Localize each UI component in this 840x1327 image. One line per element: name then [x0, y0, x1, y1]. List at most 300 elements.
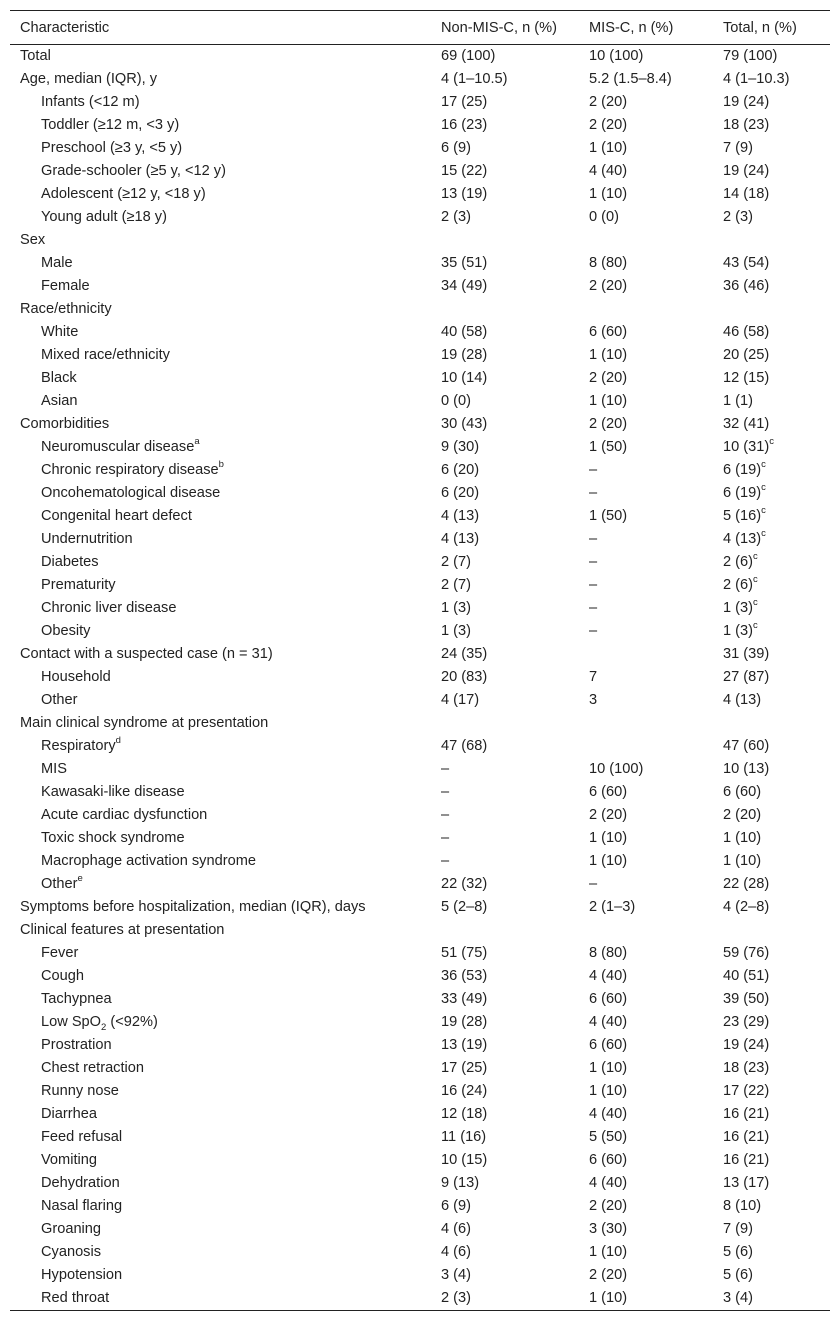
- cell-mis: [579, 988, 713, 1011]
- cell-value: 32 (41): [723, 416, 770, 432]
- cell-value: 6 (60): [589, 991, 628, 1007]
- row-label: [10, 804, 431, 827]
- row-label-text: Grade-schooler (≥5 y, <12 y): [41, 163, 226, 179]
- footnote-marker: c: [761, 459, 766, 471]
- cell-value: 8 (80): [589, 255, 628, 271]
- cell-value: 6 (9): [441, 1198, 472, 1214]
- cell-total: [713, 666, 830, 689]
- table-row: [10, 367, 830, 390]
- cell-nonmis: [431, 1195, 579, 1218]
- cell-value: 6 (60): [589, 784, 628, 800]
- cell-value: 17 (22): [723, 1083, 770, 1099]
- row-label-text: Male: [41, 255, 73, 271]
- cell-value: –: [589, 485, 598, 501]
- cell-total: [713, 252, 830, 275]
- row-label-text: Infants (<12 m): [41, 94, 140, 110]
- cell-value: 1 (10): [589, 140, 628, 156]
- row-label-text: White: [41, 324, 79, 340]
- cell-value: 1 (3): [723, 600, 754, 616]
- cell-value: 4 (13): [723, 531, 762, 547]
- table-row: [10, 666, 830, 689]
- cell-total: [713, 1195, 830, 1218]
- cell-value: 27 (87): [723, 669, 770, 685]
- cell-value: 16 (21): [723, 1106, 770, 1122]
- cell-value: 40 (51): [723, 968, 770, 984]
- cell-value: 2 (1–3): [589, 899, 636, 915]
- cell-value: 3 (4): [723, 1290, 754, 1306]
- cell-value: 1 (10): [589, 1244, 628, 1260]
- cell-nonmis: [431, 1287, 579, 1311]
- cell-mis: [579, 574, 713, 597]
- cell-nonmis: [431, 505, 579, 528]
- cell-nonmis: [431, 137, 579, 160]
- cell-value: 1 (10): [589, 1060, 628, 1076]
- cell-mis: [579, 528, 713, 551]
- row-label: [10, 988, 431, 1011]
- row-label: [10, 781, 431, 804]
- table-body: [10, 45, 830, 1311]
- cell-mis: [579, 942, 713, 965]
- cell-total: [713, 114, 830, 137]
- row-label-text: Chronic liver disease: [41, 600, 177, 616]
- cell-mis: [579, 873, 713, 896]
- cell-value: 69 (100): [441, 48, 496, 64]
- cell-value: 13 (17): [723, 1175, 770, 1191]
- cell-value: 2 (3): [441, 1290, 472, 1306]
- cell-value: 18 (23): [723, 117, 770, 133]
- cell-mis: [579, 160, 713, 183]
- footnote-marker: c: [769, 436, 774, 448]
- footnote-marker: c: [761, 528, 766, 540]
- cell-total: [713, 758, 830, 781]
- cell-nonmis: [431, 275, 579, 298]
- cell-nonmis: [431, 988, 579, 1011]
- cell-mis: [579, 965, 713, 988]
- cell-mis: [579, 1034, 713, 1057]
- row-label: [10, 827, 431, 850]
- row-label: [10, 666, 431, 689]
- table-row: [10, 528, 830, 551]
- cell-value: 2 (7): [441, 554, 472, 570]
- row-label: [10, 1103, 431, 1126]
- footnote-marker: a: [194, 436, 200, 448]
- table-row: [10, 298, 830, 321]
- cell-total: [713, 390, 830, 413]
- row-label: [10, 528, 431, 551]
- cell-mis: [579, 206, 713, 229]
- cell-total: [713, 1034, 830, 1057]
- cell-value: 40 (58): [441, 324, 488, 340]
- cell-mis: [579, 735, 713, 758]
- cell-value: 6 (60): [723, 784, 762, 800]
- row-label-text: Chest retraction: [41, 1060, 145, 1076]
- table-row: [10, 689, 830, 712]
- cell-value: 5 (16): [723, 508, 762, 524]
- cell-value: 1 (1): [723, 393, 754, 409]
- cell-value: –: [589, 577, 598, 593]
- row-label: [10, 965, 431, 988]
- table-row: [10, 1011, 830, 1034]
- row-label-text: Black: [41, 370, 77, 386]
- cell-value: 51 (75): [441, 945, 488, 961]
- cell-total: [713, 1218, 830, 1241]
- cell-value: 4 (6): [441, 1221, 472, 1237]
- cell-total: [713, 1241, 830, 1264]
- cell-mis: [579, 45, 713, 69]
- row-label: [10, 183, 431, 206]
- cell-total: [713, 712, 830, 735]
- cell-value: 16 (21): [723, 1129, 770, 1145]
- cell-value: 2 (20): [589, 278, 628, 294]
- cell-value: 19 (28): [441, 1014, 488, 1030]
- cell-total: [713, 1264, 830, 1287]
- row-label-text: Undernutrition: [41, 531, 133, 547]
- table-row: [10, 827, 830, 850]
- cell-nonmis: [431, 436, 579, 459]
- row-label: [10, 1195, 431, 1218]
- row-label-text: Clinical features at presentation: [20, 922, 225, 938]
- cell-value: 19 (28): [441, 347, 488, 363]
- cell-value: 10 (31): [723, 439, 770, 455]
- row-label-text: Asian: [41, 393, 78, 409]
- footnote-marker: d: [115, 735, 121, 747]
- cell-mis: [579, 68, 713, 91]
- cell-mis: [579, 482, 713, 505]
- cell-value: –: [441, 830, 450, 846]
- row-label: [10, 551, 431, 574]
- cell-nonmis: [431, 597, 579, 620]
- row-label-text: MIS: [41, 761, 67, 777]
- row-label: [10, 459, 431, 482]
- cell-total: [713, 643, 830, 666]
- cell-total: [713, 1057, 830, 1080]
- cell-value: 19 (24): [723, 94, 770, 110]
- cell-value: 16 (21): [723, 1152, 770, 1168]
- table-row: [10, 137, 830, 160]
- cell-value: 10 (100): [589, 48, 644, 64]
- cell-value: 13 (19): [441, 1037, 488, 1053]
- cell-value: 2 (20): [589, 94, 628, 110]
- cell-total: [713, 206, 830, 229]
- row-label: [10, 1034, 431, 1057]
- cell-value: 47 (68): [441, 738, 488, 754]
- cell-nonmis: [431, 735, 579, 758]
- row-label-text: Mixed race/ethnicity: [41, 347, 170, 363]
- cell-value: 6 (20): [441, 462, 480, 478]
- cell-mis: [579, 919, 713, 942]
- cell-nonmis: [431, 367, 579, 390]
- cell-value: –: [441, 784, 450, 800]
- cell-value: 5.2 (1.5–8.4): [589, 71, 672, 87]
- row-label: [10, 758, 431, 781]
- cell-nonmis: [431, 1103, 579, 1126]
- footnote-marker: c: [753, 574, 758, 586]
- cell-total: [713, 367, 830, 390]
- footnote-marker: c: [761, 505, 766, 517]
- cell-mis: [579, 551, 713, 574]
- row-label-text: Cough: [41, 968, 85, 984]
- cell-value: 16 (24): [441, 1083, 488, 1099]
- cell-value: 4 (40): [589, 1175, 628, 1191]
- cell-mis: [579, 436, 713, 459]
- row-label-text: Fever: [41, 945, 79, 961]
- table-row: [10, 781, 830, 804]
- table-row: [10, 1195, 830, 1218]
- cell-total: [713, 689, 830, 712]
- cell-value: 0 (0): [589, 209, 620, 225]
- cell-nonmis: [431, 1011, 579, 1034]
- table-row: [10, 712, 830, 735]
- table-row: [10, 965, 830, 988]
- cell-total: [713, 942, 830, 965]
- cell-nonmis: [431, 781, 579, 804]
- row-label-suffix: (<92%): [106, 1014, 158, 1030]
- cell-value: 79 (100): [723, 48, 778, 64]
- characteristics-table: [10, 10, 830, 1311]
- cell-mis: [579, 620, 713, 643]
- cell-total: [713, 551, 830, 574]
- cell-value: 43 (54): [723, 255, 770, 271]
- table-row: [10, 919, 830, 942]
- cell-total: [713, 850, 830, 873]
- cell-nonmis: [431, 321, 579, 344]
- cell-value: 6 (60): [589, 1037, 628, 1053]
- row-label: [10, 436, 431, 459]
- row-label-text: Adolescent (≥12 y, <18 y): [41, 186, 206, 202]
- cell-value: 46 (58): [723, 324, 770, 340]
- cell-value: –: [441, 761, 450, 777]
- cell-value: –: [589, 554, 598, 570]
- cell-value: 2 (3): [441, 209, 472, 225]
- row-label-text: Household: [41, 669, 111, 685]
- cell-mis: [579, 390, 713, 413]
- cell-total: [713, 804, 830, 827]
- table-row: [10, 206, 830, 229]
- cell-total: [713, 896, 830, 919]
- row-label: [10, 942, 431, 965]
- cell-mis: [579, 1172, 713, 1195]
- cell-value: 2 (20): [723, 807, 762, 823]
- cell-mis: [579, 781, 713, 804]
- cell-value: –: [441, 853, 450, 869]
- cell-value: 2 (7): [441, 577, 472, 593]
- row-label-text: Respiratory: [41, 738, 116, 754]
- row-label: [10, 390, 431, 413]
- cell-value: 3 (4): [441, 1267, 472, 1283]
- row-label-text: Preschool (≥3 y, <5 y): [41, 140, 183, 156]
- cell-value: 47 (60): [723, 738, 770, 754]
- table-row: [10, 68, 830, 91]
- row-label: [10, 229, 431, 252]
- cell-value: 1 (10): [723, 830, 762, 846]
- cell-total: [713, 413, 830, 436]
- footnote-marker: b: [218, 459, 224, 471]
- cell-value: 36 (53): [441, 968, 488, 984]
- cell-mis: [579, 827, 713, 850]
- cell-value: 1 (10): [589, 347, 628, 363]
- cell-value: 1 (10): [589, 186, 628, 202]
- cell-nonmis: [431, 160, 579, 183]
- row-label-text: Chronic respiratory disease: [41, 462, 219, 478]
- cell-value: 1 (3): [723, 623, 754, 639]
- table-row: [10, 942, 830, 965]
- cell-value: 12 (18): [441, 1106, 488, 1122]
- cell-value: 33 (49): [441, 991, 488, 1007]
- cell-value: –: [441, 807, 450, 823]
- cell-value: 1 (10): [589, 830, 628, 846]
- cell-nonmis: [431, 1126, 579, 1149]
- table-row: [10, 1172, 830, 1195]
- cell-nonmis: [431, 1218, 579, 1241]
- row-label-text: Oncohematological disease: [41, 485, 221, 501]
- row-label-text: Total: [20, 48, 51, 64]
- cell-value: 2 (20): [589, 1198, 628, 1214]
- cell-value: 8 (10): [723, 1198, 762, 1214]
- cell-nonmis: [431, 827, 579, 850]
- cell-value: 2 (6): [723, 577, 754, 593]
- cell-total: [713, 919, 830, 942]
- row-label: [10, 1126, 431, 1149]
- row-label-text: Prostration: [41, 1037, 112, 1053]
- cell-mis: [579, 712, 713, 735]
- table-row: [10, 804, 830, 827]
- row-label: [10, 896, 431, 919]
- cell-value: 5 (50): [589, 1129, 628, 1145]
- table-row: [10, 1149, 830, 1172]
- cell-mis: [579, 321, 713, 344]
- cell-nonmis: [431, 643, 579, 666]
- cell-value: 17 (25): [441, 94, 488, 110]
- table-row: [10, 1034, 830, 1057]
- row-label: [10, 1080, 431, 1103]
- cell-value: 17 (25): [441, 1060, 488, 1076]
- row-label-text: Nasal flaring: [41, 1198, 123, 1214]
- cell-mis: [579, 275, 713, 298]
- table-container: [10, 10, 830, 1311]
- cell-nonmis: [431, 873, 579, 896]
- header-mis-c: MIS-C, n (%): [579, 11, 713, 45]
- cell-value: 2 (20): [589, 370, 628, 386]
- cell-nonmis: [431, 1034, 579, 1057]
- cell-value: 22 (28): [723, 876, 770, 892]
- table-row: [10, 1287, 830, 1311]
- cell-nonmis: [431, 114, 579, 137]
- cell-mis: [579, 1080, 713, 1103]
- cell-mis: [579, 137, 713, 160]
- cell-value: 11 (16): [441, 1129, 487, 1145]
- cell-nonmis: [431, 1172, 579, 1195]
- cell-value: 19 (24): [723, 163, 770, 179]
- cell-total: [713, 528, 830, 551]
- cell-mis: [579, 1264, 713, 1287]
- table-row: [10, 1126, 830, 1149]
- footnote-marker: c: [753, 620, 758, 632]
- cell-nonmis: [431, 68, 579, 91]
- row-label-text: Obesity: [41, 623, 91, 639]
- table-row: [10, 321, 830, 344]
- cell-value: 5 (6): [723, 1244, 754, 1260]
- row-label-text: Kawasaki-like disease: [41, 784, 185, 800]
- cell-mis: [579, 114, 713, 137]
- cell-value: 1 (3): [441, 600, 472, 616]
- cell-value: 6 (19): [723, 462, 762, 478]
- row-label-text: Dehydration: [41, 1175, 120, 1191]
- cell-total: [713, 45, 830, 69]
- cell-value: 4 (40): [589, 163, 628, 179]
- cell-value: 4 (17): [441, 692, 480, 708]
- cell-mis: [579, 1241, 713, 1264]
- cell-value: 20 (83): [441, 669, 488, 685]
- table-header: [10, 11, 830, 45]
- cell-value: 23 (29): [723, 1014, 770, 1030]
- cell-value: 16 (23): [441, 117, 488, 133]
- cell-value: 4 (2–8): [723, 899, 770, 915]
- cell-total: [713, 137, 830, 160]
- cell-total: [713, 597, 830, 620]
- table-row: [10, 988, 830, 1011]
- cell-nonmis: [431, 1080, 579, 1103]
- row-label: [10, 413, 431, 436]
- footnote-marker: e: [77, 873, 83, 885]
- cell-nonmis: [431, 689, 579, 712]
- row-label: [10, 137, 431, 160]
- cell-mis: [579, 1011, 713, 1034]
- table-row: [10, 1218, 830, 1241]
- cell-value: 9 (30): [441, 439, 480, 455]
- cell-nonmis: [431, 229, 579, 252]
- row-label: [10, 873, 431, 896]
- row-label: [10, 1149, 431, 1172]
- cell-nonmis: [431, 45, 579, 69]
- cell-nonmis: [431, 574, 579, 597]
- row-label: [10, 321, 431, 344]
- row-label-text: Diabetes: [41, 554, 99, 570]
- cell-nonmis: [431, 459, 579, 482]
- cell-total: [713, 229, 830, 252]
- cell-nonmis: [431, 91, 579, 114]
- cell-mis: [579, 252, 713, 275]
- cell-value: 4 (13): [441, 508, 480, 524]
- row-label-text: Diarrhea: [41, 1106, 97, 1122]
- table-row: [10, 620, 830, 643]
- cell-value: 4 (40): [589, 1014, 628, 1030]
- cell-value: 4 (40): [589, 1106, 628, 1122]
- row-label: [10, 114, 431, 137]
- table-row: [10, 873, 830, 896]
- table-row: [10, 850, 830, 873]
- cell-nonmis: [431, 850, 579, 873]
- cell-value: –: [589, 600, 598, 616]
- cell-value: 31 (39): [723, 646, 770, 662]
- cell-total: [713, 1172, 830, 1195]
- cell-mis: [579, 367, 713, 390]
- subscript: 2: [101, 1021, 107, 1033]
- table-row: [10, 252, 830, 275]
- cell-value: 12 (15): [723, 370, 770, 386]
- cell-total: [713, 781, 830, 804]
- table-row: [10, 1241, 830, 1264]
- row-label: [10, 689, 431, 712]
- cell-value: 1 (10): [589, 1290, 628, 1306]
- cell-nonmis: [431, 666, 579, 689]
- row-label-text: Young adult (≥18 y): [41, 209, 167, 225]
- cell-value: 7: [589, 669, 598, 685]
- cell-mis: [579, 1287, 713, 1311]
- table-row: [10, 229, 830, 252]
- cell-total: [713, 436, 830, 459]
- cell-total: [713, 459, 830, 482]
- table-row: [10, 1080, 830, 1103]
